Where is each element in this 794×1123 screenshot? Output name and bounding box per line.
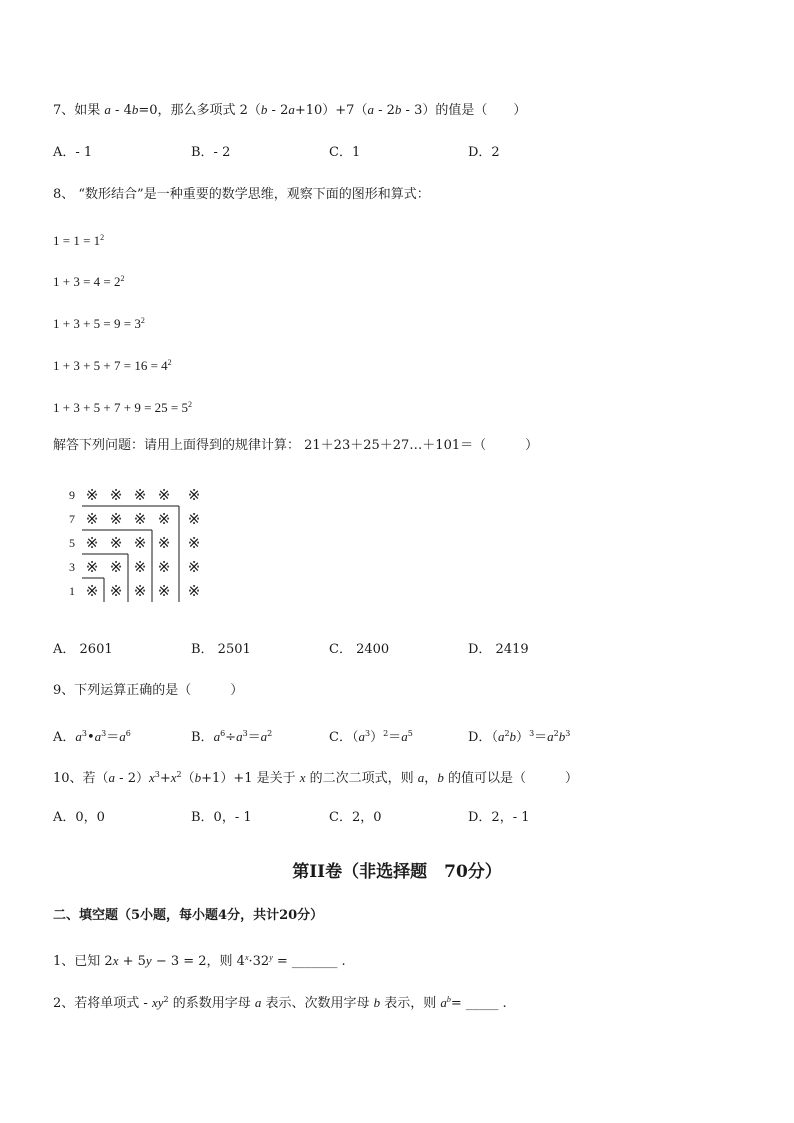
q7-var: b [260, 102, 268, 117]
grid-symbol: ※ [133, 534, 147, 552]
math-token: 6 [220, 729, 226, 738]
grid-symbol: ※ [133, 510, 147, 528]
math-token: 10、若（ [53, 771, 109, 786]
math-token: 2 [176, 770, 182, 779]
math-token: ＝ [247, 730, 261, 745]
math-token: b [194, 770, 202, 785]
q7-text: - 3）的值是（ ） [401, 103, 527, 118]
q8-equation-2 [53, 270, 125, 291]
math-token: （ [181, 771, 195, 786]
math-token: ，则 4 [206, 954, 245, 969]
math-token: • [86, 730, 95, 745]
math-token: − 3 = 2 [151, 954, 207, 969]
grid-symbol: ※ [133, 486, 147, 504]
q7-text: =0，那么多项式 2（ [138, 103, 261, 118]
eq-text: 1 + 3 + 5 = 9 = 3 [53, 316, 141, 331]
math-token: + 5 [118, 954, 146, 969]
grid-row-label: 7 [69, 512, 75, 526]
q9-stem: 9、下列运算正确的是（ ） [53, 683, 244, 698]
math-token: 表示、次数用字母 [261, 996, 374, 1011]
fill-question-1 [53, 949, 346, 971]
math-token: + [159, 771, 171, 786]
math-token: a [119, 729, 126, 744]
q8-equation-1 [53, 229, 104, 250]
q7-var: a [104, 102, 111, 117]
math-token: +1）+1 是关于 [201, 771, 300, 786]
math-token: 2 [163, 995, 169, 1004]
q7-text: - 2 [267, 103, 289, 118]
fill-question-2 [53, 991, 507, 1013]
math-token: ＝ [106, 730, 120, 745]
q7-option-c[interactable]: C．1 [329, 145, 361, 160]
section-subtitle: 二、填空题（5小题，每小题4分，共计20分） [53, 908, 324, 923]
math-token: b [446, 995, 451, 1004]
grid-symbol: ※ [187, 582, 201, 600]
q8-option-a[interactable]: A． 2601 [53, 642, 113, 657]
math-token: ， [424, 771, 438, 786]
math-token: 6 [125, 729, 131, 738]
math-token: 3 [565, 729, 571, 738]
q7-var: a [288, 102, 295, 117]
q7-stem [53, 101, 526, 120]
grid-row-label: 5 [69, 536, 75, 550]
math-token: y [145, 953, 152, 968]
grid-row-label: 9 [69, 488, 75, 502]
math-token: （ [491, 730, 498, 745]
eq-text: 1 + 3 = 4 = 2 [53, 274, 121, 289]
grid-symbol: ※ [109, 486, 123, 504]
q8-equation-4 [53, 354, 172, 375]
eq-text: 1 + 3 + 5 + 7 + 9 = 25 = 5 [53, 400, 188, 415]
math-token: x [170, 770, 177, 785]
math-token: x [112, 953, 119, 968]
eq-exponent: 2 [100, 233, 105, 242]
math-token: a [260, 729, 268, 744]
math-token: 3 [81, 729, 87, 738]
math-token: 2 [553, 729, 559, 738]
math-token: ） [516, 730, 530, 745]
grid-symbol: ※ [187, 510, 201, 528]
option-label: D． [468, 730, 492, 745]
math-token: 表示，则 [380, 996, 441, 1011]
math-token: 2 [267, 729, 273, 738]
q7-option-b[interactable]: B．- 2 [191, 145, 231, 160]
math-token: 3 [242, 729, 248, 738]
q8-stem: 8、 “数形结合”是一种重要的数学思维，观察下面的图形和算式： [53, 187, 430, 202]
option-label: C． [329, 730, 352, 745]
grid-symbol: ※ [187, 558, 201, 576]
math-token: ·32 [248, 954, 270, 969]
grid-symbol: ※ [187, 486, 201, 504]
math-token: 2 [104, 954, 113, 969]
eq-text: 1 = 1 = 1 [53, 233, 101, 248]
math-token: xy [151, 995, 164, 1010]
option-label: B． [191, 730, 214, 745]
math-token: a [254, 995, 262, 1010]
math-token: 3 [154, 770, 160, 779]
grid-symbol: ※ [157, 510, 171, 528]
math-token: a [358, 729, 365, 744]
q8-option-c[interactable]: C． 2400 [329, 642, 390, 657]
q8-equation-5 [53, 396, 192, 417]
math-token: = _____ . [450, 996, 507, 1011]
grid-symbol: ※ [109, 558, 123, 576]
math-token: y [269, 953, 273, 962]
grid-symbol: ※ [157, 558, 171, 576]
q10-option-b[interactable]: B．0，- 1 [191, 810, 252, 825]
q9-option-b[interactable] [191, 725, 272, 747]
math-token: a [108, 770, 116, 785]
option-label: A． [53, 730, 76, 745]
math-token: 5 [407, 729, 413, 738]
grid-symbol: ※ [133, 558, 147, 576]
math-token: a [236, 729, 243, 744]
eq-exponent: 2 [120, 274, 125, 283]
grid-symbol: ※ [85, 582, 99, 600]
grid-symbol: ※ [85, 486, 99, 504]
math-token: a [497, 729, 505, 744]
eq-text: 1 + 3 + 5 + 7 = 16 = 4 [53, 358, 168, 373]
q9-option-d[interactable] [468, 725, 570, 747]
grid-symbol: ※ [109, 510, 123, 528]
math-token: a [94, 729, 102, 744]
eq-exponent: 2 [140, 316, 145, 325]
q8-question: 解答下列问题：请用上面得到的规律计算： 21＋23＋25＋27…＋101＝（ ） [53, 438, 539, 453]
math-token: b [437, 770, 444, 785]
grid-symbol: ※ [157, 582, 171, 600]
math-token: 2、若将单项式 - [53, 996, 152, 1011]
q7-option-a[interactable]: A．- 1 [53, 145, 93, 160]
math-token: b [509, 729, 517, 744]
section-title: 第II卷（非选择题 70分） [292, 862, 502, 882]
math-token: 3 [529, 729, 535, 738]
math-token: 2 [383, 729, 389, 738]
grid-symbol: ※ [157, 534, 171, 552]
q10-option-d[interactable]: D．2，- 1 [468, 810, 530, 825]
math-token: ÷ [225, 730, 237, 745]
grid-symbol: ※ [157, 486, 171, 504]
grid-symbol: ※ [187, 534, 201, 552]
math-token: 的值可以是（ ） [443, 771, 578, 786]
q7-text: - 4 [110, 103, 132, 118]
math-token: 2 [504, 729, 510, 738]
q10-stem [53, 766, 578, 788]
math-token: 的系数用字母 [168, 996, 255, 1011]
q8-equation-3 [53, 312, 145, 333]
math-token: 1、已知 [53, 954, 105, 969]
math-token: 3 [364, 729, 371, 738]
math-token: a [401, 729, 408, 744]
q9-option-c[interactable] [329, 725, 413, 747]
math-token: x [244, 953, 249, 962]
math-token: 的二次二项式，则 [305, 771, 418, 786]
q8-option-b[interactable]: B． 2501 [191, 642, 251, 657]
grid-symbol: ※ [109, 534, 123, 552]
math-token: a [75, 729, 82, 744]
math-token: ＝ [534, 730, 548, 745]
q7-text: - 2 [373, 103, 395, 118]
eq-exponent: 2 [188, 400, 192, 409]
q7-var: b [394, 102, 402, 117]
q8-option-d[interactable]: D． 2419 [468, 642, 529, 657]
q10-option-a[interactable]: A．0，0 [53, 810, 105, 825]
grid-symbol: ※ [109, 582, 123, 600]
math-token: ） [370, 730, 384, 745]
grid-row-label: 1 [69, 584, 75, 598]
math-token: = _______ . [272, 954, 346, 969]
grid-symbol: ※ [133, 582, 147, 600]
math-token: x [148, 770, 155, 785]
grid-symbol: ※ [85, 558, 99, 576]
q9-option-a[interactable] [53, 725, 131, 747]
q7-text: +10）+7（ [294, 103, 368, 118]
grid-symbol: ※ [85, 510, 99, 528]
math-token: a [417, 770, 425, 785]
math-token: x [299, 770, 306, 785]
q7-var: a [367, 102, 374, 117]
q7-text: 7、如果 [53, 103, 105, 118]
q8-grid-figure [60, 482, 210, 607]
grid-symbol: ※ [85, 534, 99, 552]
math-token: a [440, 995, 447, 1010]
math-token: b [373, 995, 381, 1010]
math-token: b [558, 729, 566, 744]
math-token: （ [351, 730, 359, 745]
math-token: a [213, 729, 221, 744]
math-token: ＝ [388, 730, 402, 745]
q7-option-d[interactable]: D．2 [468, 145, 500, 160]
math-token: - 2） [115, 771, 149, 786]
grid-row-label: 3 [69, 560, 75, 574]
q10-option-c[interactable]: C．2，0 [329, 810, 382, 825]
math-token: 3 [101, 729, 107, 738]
q7-var: b [131, 102, 139, 117]
eq-exponent: 2 [167, 358, 172, 367]
math-token: a [547, 729, 554, 744]
